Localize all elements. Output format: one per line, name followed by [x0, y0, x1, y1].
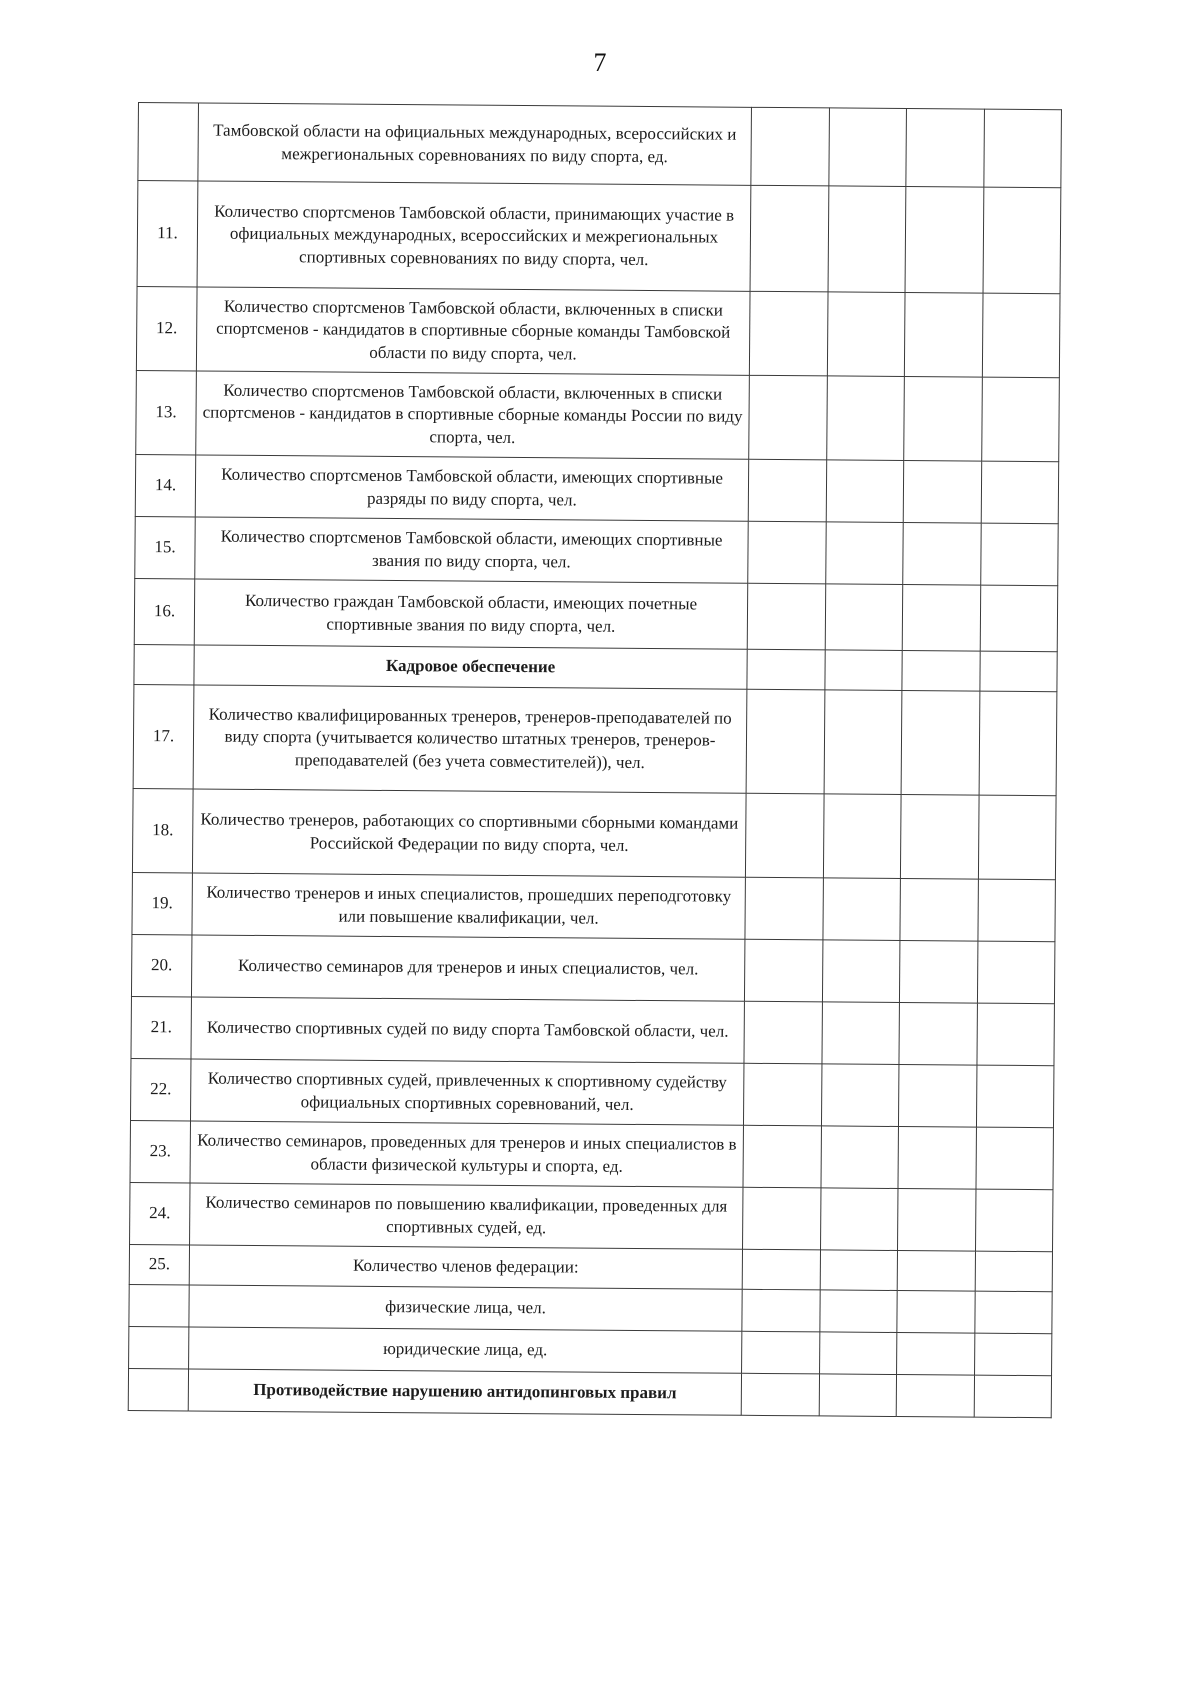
table-row: [130, 1182, 1053, 1251]
value-cell: [824, 650, 902, 691]
value-cell: [826, 376, 904, 461]
value-cell: [982, 293, 1060, 378]
table-row: [133, 684, 1057, 795]
table-row: [135, 516, 1058, 585]
row-number: 18.: [132, 788, 193, 872]
value-cell: [898, 1065, 976, 1128]
indicator-description: Количество граждан Тамбовской области, имеющих почетные спортивные звания по виду спорта, чел.: [194, 579, 748, 649]
value-cell: [746, 689, 824, 794]
value-cell: [748, 521, 826, 584]
value-cell: [745, 877, 823, 940]
value-cell: [900, 879, 978, 942]
indicator-description: Количество тренеров, работающих со спортивными сборными командами Российской Федерации по виду спорта, чел.: [192, 789, 746, 877]
row-number: [129, 1284, 189, 1326]
table-row: [136, 370, 1060, 461]
indicator-description: Количество спортсменов Тамбовской области, включенных в списки спортсменов - кандидатов в спортивные сборные команды России по виду спорта, чел.: [196, 371, 750, 459]
value-cell: [745, 793, 823, 878]
value-cell: [820, 1250, 898, 1291]
indicator-description: Количество спортивных судей по виду спорта Тамбовской области, чел.: [191, 997, 744, 1063]
table-row: [136, 286, 1060, 377]
value-cell: [898, 1127, 976, 1190]
value-cell: [979, 691, 1057, 796]
row-number: 25.: [129, 1244, 189, 1284]
table-row: [132, 872, 1055, 941]
value-cell: [906, 109, 984, 188]
value-cell: [980, 523, 1058, 586]
indicators-table: [128, 102, 1062, 1418]
table-row: [131, 934, 1054, 1003]
value-cell: [742, 1289, 820, 1332]
value-cell: [744, 939, 822, 1002]
section-heading: Противодействие нарушению антидопинговых правил: [188, 1369, 741, 1415]
section-heading: Кадровое обеспечение: [194, 645, 747, 689]
table-row: [137, 181, 1061, 294]
value-cell: [748, 459, 826, 522]
row-number: 24.: [130, 1182, 190, 1244]
indicator-description: Количество спортивных судей, привлеченных к спортивному судейству официальных спортивных соревнований, чел.: [190, 1059, 743, 1125]
value-cell: [983, 187, 1061, 294]
value-cell: [975, 1127, 1053, 1190]
table-row: [132, 788, 1056, 879]
value-cell: [742, 1249, 820, 1290]
value-cell: [749, 375, 827, 460]
row-number: 23.: [130, 1120, 190, 1182]
row-number: 12.: [136, 286, 197, 370]
table-row: [129, 1326, 1052, 1375]
value-cell: [900, 795, 978, 880]
value-cell: [897, 1251, 975, 1292]
value-cell: [899, 941, 977, 1004]
value-cell: [897, 1290, 975, 1333]
row-number: 11.: [137, 181, 198, 287]
value-cell: [979, 651, 1057, 692]
row-number: [138, 103, 199, 181]
indicators-table-body: [128, 103, 1061, 1418]
indicator-description: физические лица, чел.: [189, 1285, 742, 1331]
section-row: [128, 1368, 1051, 1417]
value-cell: [898, 1189, 976, 1252]
value-cell: [899, 1003, 977, 1066]
table-row: [129, 1284, 1052, 1333]
value-cell: [824, 690, 902, 795]
indicator-description: Количество спортсменов Тамбовской области, принимающих участие в официальных международных, всероссийских и межрегиональных спортивных соревнованиях по виду спорта, чел.: [197, 181, 751, 291]
indicator-description: Количество квалифицированных тренеров, тренеров-преподавателей по виду спорта (учитывается количество штатных тренеров, тренеров-преподавателей (без учета совместителей)), чел.: [193, 685, 747, 793]
row-number: 22.: [131, 1058, 191, 1120]
value-cell: [819, 1332, 897, 1375]
row-number: 19.: [132, 872, 192, 934]
indicator-description: Количество спортсменов Тамбовской области, включенных в списки спортсменов - кандидатов в спортивные сборные команды Тамбовской области по виду спорта, чел.: [196, 287, 750, 375]
table-row: [130, 1120, 1053, 1189]
value-cell: [978, 795, 1056, 880]
value-cell: [749, 291, 827, 376]
table-row: [131, 996, 1054, 1065]
value-cell: [743, 1063, 821, 1126]
table-row: [131, 1058, 1054, 1127]
value-cell: [983, 109, 1061, 188]
value-cell: [902, 651, 980, 692]
table-row: [135, 454, 1058, 523]
value-cell: [750, 185, 828, 292]
row-number: 13.: [136, 370, 197, 454]
value-cell: [977, 879, 1055, 942]
page-number: 7: [593, 48, 607, 77]
value-cell: [751, 107, 829, 186]
value-cell: [977, 941, 1055, 1004]
indicator-description: Количество спортсменов Тамбовской области, имеющих спортивные разряды по виду спорта, чел.: [195, 455, 748, 521]
value-cell: [825, 522, 903, 585]
table-row: [134, 578, 1057, 651]
value-cell: [974, 1375, 1052, 1418]
row-number: 15.: [135, 516, 195, 578]
value-cell: [825, 584, 903, 651]
value-cell: [826, 460, 904, 523]
value-cell: [747, 649, 825, 690]
indicator-description: Тамбовской области на официальных международных, всероссийских и межрегиональных соревнованиях по виду спорта, ед.: [198, 103, 752, 185]
value-cell: [903, 461, 981, 524]
value-cell: [744, 1001, 822, 1064]
value-cell: [897, 1332, 975, 1375]
indicator-description: Количество тренеров и иных специалистов, прошедших переподготовку или повышение квалификации, чел.: [192, 873, 745, 939]
value-cell: [896, 1374, 974, 1417]
value-cell: [905, 187, 983, 294]
indicator-description: Количество семинаров по повышению квалификации, проведенных для спортивных судей, ед.: [190, 1183, 743, 1249]
row-number: 20.: [131, 934, 191, 996]
value-cell: [902, 585, 980, 652]
indicator-description: Количество спортсменов Тамбовской области, имеющих спортивные звания по виду спорта, чел.: [195, 517, 748, 583]
value-cell: [822, 940, 900, 1003]
value-cell: [981, 377, 1059, 462]
value-cell: [974, 1333, 1052, 1376]
row-number: 14.: [135, 454, 195, 516]
value-cell: [975, 1251, 1053, 1292]
row-number: 16.: [134, 578, 195, 644]
value-cell: [822, 878, 900, 941]
value-cell: [828, 108, 906, 187]
value-cell: [743, 1125, 821, 1188]
row-number: 17.: [133, 684, 194, 788]
value-cell: [747, 583, 825, 650]
value-cell: [821, 1064, 899, 1127]
value-cell: [828, 186, 906, 293]
value-cell: [819, 1290, 897, 1333]
value-cell: [904, 377, 982, 462]
table-row: [138, 103, 1062, 188]
value-cell: [980, 585, 1058, 652]
row-number: [128, 1368, 188, 1410]
value-cell: [820, 1126, 898, 1189]
value-cell: [903, 523, 981, 586]
value-cell: [904, 293, 982, 378]
indicator-description: Количество семинаров для тренеров и иных специалистов, чел.: [191, 935, 744, 1001]
value-cell: [819, 1374, 897, 1417]
row-number: [134, 644, 194, 684]
value-cell: [901, 691, 979, 796]
indicator-description: Количество членов федерации:: [189, 1245, 742, 1289]
value-cell: [820, 1188, 898, 1251]
row-number: 21.: [131, 996, 191, 1058]
value-cell: [974, 1291, 1052, 1334]
value-cell: [821, 1002, 899, 1065]
value-cell: [742, 1331, 820, 1374]
value-cell: [975, 1189, 1053, 1252]
value-cell: [976, 1003, 1054, 1066]
value-cell: [743, 1187, 821, 1250]
row-number: [129, 1326, 189, 1368]
indicator-description: юридические лица, ед.: [189, 1327, 742, 1373]
value-cell: [976, 1065, 1054, 1128]
indicator-description: Количество семинаров, проведенных для тренеров и иных специалистов в области физической культуры и спорта, ед.: [190, 1121, 743, 1187]
value-cell: [741, 1373, 819, 1416]
value-cell: [827, 292, 905, 377]
value-cell: [981, 461, 1059, 524]
value-cell: [823, 794, 901, 879]
